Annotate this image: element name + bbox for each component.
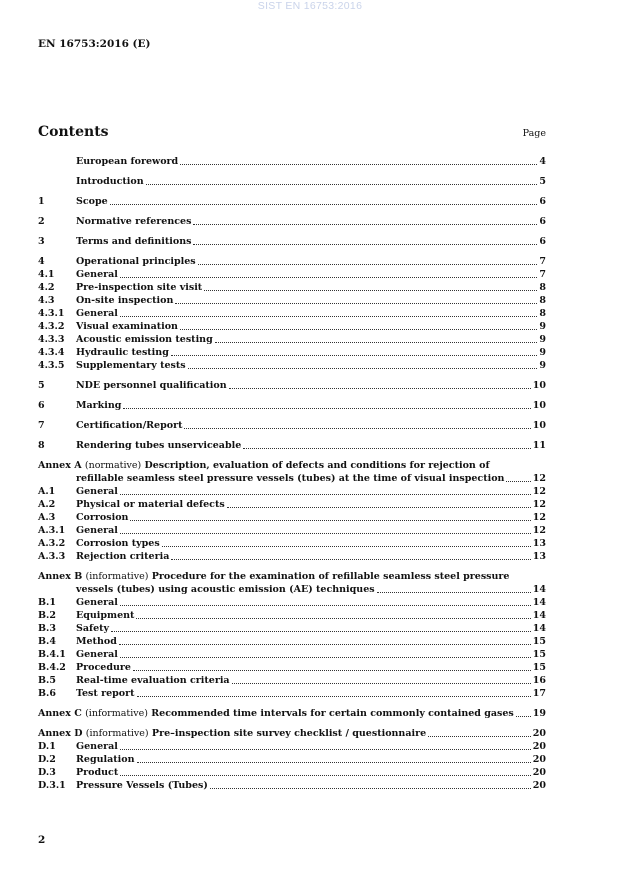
annex-a-page: 12: [532, 473, 546, 484]
toc-entry-page: 10: [532, 380, 546, 391]
toc-entry-title: Physical or material defects: [76, 499, 225, 510]
toc-entry-page: 5: [539, 176, 546, 187]
toc-entry[interactable]: [38, 215, 546, 228]
toc-leader-dots: [120, 494, 531, 495]
annex-b-title-line2: vessels (tubes) using acoustic emission (AE) techniques: [76, 584, 375, 595]
annex-c-title-line1: Recommended time intervals for certain commonly contained gases: [147, 708, 514, 719]
toc-leader-dots: [111, 631, 531, 632]
annex-c-label: Annex C: [38, 708, 86, 719]
toc-leader-dots: [232, 683, 531, 684]
toc-entry[interactable]: [38, 674, 546, 687]
toc-leader-dots: [162, 546, 531, 547]
toc-leader-dots: [193, 224, 537, 225]
toc-entry-page: 20: [532, 754, 546, 765]
toc-leader-dots: [110, 204, 538, 205]
toc-entry[interactable]: [38, 294, 546, 307]
annex-a-heading-line2[interactable]: [38, 472, 546, 485]
toc-entry-page: 9: [539, 360, 546, 371]
toc-entry-number: 8: [38, 440, 45, 451]
annex-a-label: Annex A: [38, 460, 85, 471]
toc-entry[interactable]: [38, 550, 546, 563]
toc-entry-page: 8: [539, 295, 546, 306]
toc-entry-title: Method: [76, 636, 117, 647]
toc-entry[interactable]: [38, 485, 546, 498]
toc-entry-number: D.3.1: [38, 780, 66, 791]
toc-entry[interactable]: [38, 635, 546, 648]
toc-entry-title: European foreword: [76, 156, 179, 167]
toc-entry-number: A.3.3: [38, 551, 66, 562]
page-column-label: Page: [522, 128, 546, 139]
toc-entry-title: Equipment: [76, 610, 135, 621]
toc-entry[interactable]: [38, 687, 546, 700]
toc-entry-number: D.2: [38, 754, 56, 765]
toc-entry-page: 4: [539, 156, 546, 167]
toc-entry-page: 20: [532, 780, 546, 791]
toc-entry-page: 10: [532, 420, 546, 431]
toc-leader-dots: [516, 716, 531, 717]
toc-entry-page: 12: [532, 499, 546, 510]
toc-entry-title: Certification/Report: [76, 420, 183, 431]
toc-leader-dots: [506, 481, 530, 482]
toc-leader-dots: [204, 290, 537, 291]
toc-leader-dots: [180, 164, 537, 165]
toc-entry-number: 4.3.3: [38, 334, 65, 345]
toc-entry-page: 17: [532, 688, 546, 699]
annex-c-page: 19: [532, 708, 546, 719]
annex-a-heading[interactable]: [38, 459, 546, 472]
toc-leader-dots: [188, 368, 538, 369]
toc-leader-dots: [198, 264, 538, 265]
annex-c-heading[interactable]: [38, 707, 546, 720]
annex-b-heading-line2[interactable]: [38, 583, 546, 596]
toc-entry-title: Corrosion: [76, 512, 129, 523]
toc-leader-dots: [171, 559, 530, 560]
toc-leader-dots: [120, 749, 531, 750]
toc-entry[interactable]: [38, 268, 546, 281]
toc-entry-page: 6: [539, 216, 546, 227]
toc-leader-dots: [243, 448, 531, 449]
toc-entry-page: 15: [532, 662, 546, 673]
annex-d-title-line1: Pre–inspection site survey checklist / questionnaire: [148, 728, 427, 739]
toc-entry-title: Scope: [76, 196, 108, 207]
toc-entry[interactable]: [38, 155, 546, 168]
toc-entry-title: Supplementary tests: [76, 360, 186, 371]
toc-entry[interactable]: [38, 399, 546, 412]
toc-leader-dots: [180, 329, 537, 330]
toc-entry[interactable]: [38, 766, 546, 779]
toc-entry-title: Safety: [76, 623, 110, 634]
toc-entry[interactable]: [38, 175, 546, 188]
toc-entry-title: Normative references: [76, 216, 192, 227]
toc-entry[interactable]: [38, 439, 546, 452]
toc-entry-title: Rendering tubes unserviceable: [76, 440, 242, 451]
toc-entry[interactable]: [38, 255, 546, 268]
annex-b-label: Annex B: [38, 571, 86, 582]
toc-entry-title: Pressure Vessels (Tubes): [76, 780, 208, 791]
toc-entry-title: General: [76, 308, 118, 319]
toc-entry-number: D.1: [38, 741, 56, 752]
annex-b-type: (informative): [85, 571, 149, 582]
toc-entry-number: B.4.1: [38, 649, 66, 660]
toc-leader-dots: [120, 657, 531, 658]
toc-leader-dots: [119, 644, 531, 645]
toc-entry-page: 7: [539, 256, 546, 267]
toc-leader-dots: [120, 533, 531, 534]
toc-entry-title: General: [76, 486, 118, 497]
toc-entry-number: 4.2: [38, 282, 55, 293]
annex-a-title-line1: Description, evaluation of defects and conditions for rejection of: [141, 460, 490, 471]
toc-entry-title: Acoustic emission testing: [76, 334, 213, 345]
toc-leader-dots: [137, 696, 531, 697]
toc-entry-page: 7: [539, 269, 546, 280]
toc-leader-dots: [215, 342, 538, 343]
toc-entry[interactable]: [38, 740, 546, 753]
toc-entry[interactable]: [38, 779, 546, 792]
toc-leader-dots: [120, 316, 537, 317]
annex-a-title-line2: refillable seamless steel pressure vessels (tubes) at the time of visual inspection: [76, 473, 505, 484]
toc-leader-dots: [193, 244, 537, 245]
toc-entry-title: Marking: [76, 400, 122, 411]
toc-entry-title: Product: [76, 767, 119, 778]
contents-heading: Contents: [38, 124, 109, 140]
toc-entry-title: General: [76, 649, 118, 660]
toc-entry-page: 9: [539, 321, 546, 332]
toc-entry[interactable]: [38, 753, 546, 766]
toc-entry-title: Operational principles: [76, 256, 196, 267]
toc-entry-number: A.3.1: [38, 525, 66, 536]
toc-entry-number: B.6: [38, 688, 56, 699]
toc-entry[interactable]: [38, 524, 546, 537]
toc-entry-number: B.1: [38, 597, 56, 608]
toc-entry-page: 11: [532, 440, 546, 451]
toc-entry-title: Hydraulic testing: [76, 347, 169, 358]
toc-entry-title: General: [76, 269, 118, 280]
toc-entry-page: 12: [532, 525, 546, 536]
toc-entry-number: B.4: [38, 636, 56, 647]
toc-entry-title: Rejection criteria: [76, 551, 170, 562]
annex-d-type: (informative): [85, 728, 149, 739]
toc-entry-page: 9: [539, 347, 546, 358]
toc-entry-page: 9: [539, 334, 546, 345]
toc-entry-number: 1: [38, 196, 45, 207]
annex-b-heading[interactable]: [38, 570, 546, 583]
toc-entry-number: 4.1: [38, 269, 55, 280]
toc-entry-page: 8: [539, 308, 546, 319]
toc-entry-page: 20: [532, 741, 546, 752]
toc-entry[interactable]: [38, 596, 546, 609]
toc-entry-number: A.2: [38, 499, 56, 510]
toc-entry[interactable]: [38, 359, 546, 372]
toc-leader-dots: [210, 788, 531, 789]
annex-b-heading-text: [38, 571, 509, 582]
annex-a-type: (normative): [84, 460, 142, 471]
annex-b-page: 14: [532, 584, 546, 595]
toc-entry-number: 4.3.5: [38, 360, 65, 371]
toc-entry-title: On-site inspection: [76, 295, 174, 306]
toc-entry-number: 4.3: [38, 295, 55, 306]
toc-entry-title: Regulation: [76, 754, 135, 765]
toc-entry[interactable]: [38, 511, 546, 524]
toc-entry-page: 14: [532, 597, 546, 608]
toc-entry[interactable]: [38, 498, 546, 511]
toc-entry-number: 3: [38, 236, 45, 247]
toc-leader-dots: [133, 670, 531, 671]
toc-leader-dots: [428, 736, 531, 737]
toc-leader-dots: [227, 507, 531, 508]
toc-entry-page: 6: [539, 196, 546, 207]
watermark: SIST EN 16753:2016: [257, 0, 363, 12]
toc-entry[interactable]: [38, 648, 546, 661]
toc-entry[interactable]: [38, 622, 546, 635]
annex-c-heading-text: [38, 707, 514, 720]
toc-entry-page: 20: [532, 767, 546, 778]
annex-c-type: (informative): [85, 708, 148, 719]
toc-entry[interactable]: [38, 419, 546, 432]
toc-entry-page: 15: [532, 649, 546, 660]
toc-entry-title: Pre-inspection site visit: [76, 282, 203, 293]
toc-entry-number: 6: [38, 400, 45, 411]
toc-entry-page: 13: [532, 538, 546, 549]
toc-entry-page: 14: [532, 610, 546, 621]
toc-leader-dots: [146, 184, 538, 185]
toc-leader-dots: [136, 618, 530, 619]
toc-entry[interactable]: [38, 537, 546, 550]
toc-entry[interactable]: [38, 661, 546, 674]
toc-entry-page: 15: [532, 636, 546, 647]
toc-entry-title: General: [76, 597, 118, 608]
toc-leader-dots: [120, 277, 537, 278]
toc-leader-dots: [175, 303, 537, 304]
toc-entry-number: 7: [38, 420, 45, 431]
toc-entry-page: 8: [539, 282, 546, 293]
toc-entry-title: NDE personnel qualification: [76, 380, 227, 391]
toc-leader-dots: [130, 520, 530, 521]
toc-leader-dots: [123, 408, 530, 409]
toc-entry[interactable]: [38, 333, 546, 346]
toc-entry-number: B.4.2: [38, 662, 66, 673]
annex-a-heading-text: [38, 460, 490, 471]
toc-entry-number: A.3.2: [38, 538, 66, 549]
annex-b-title-line1: Procedure for the examination of refillable seamless steel pressure: [148, 571, 510, 582]
toc-entry-number: B.2: [38, 610, 56, 621]
toc-entry-number: 4.3.2: [38, 321, 65, 332]
toc-entry-title: Test report: [76, 688, 135, 699]
toc-entry-number: 4.3.1: [38, 308, 65, 319]
toc-entry-number: B.5: [38, 675, 56, 686]
toc-entry-title: Visual examination: [76, 321, 178, 332]
toc-entry-number: 2: [38, 216, 45, 227]
footer-page-number: 2: [38, 834, 46, 846]
toc-leader-dots: [229, 388, 531, 389]
toc-entry[interactable]: [38, 320, 546, 333]
toc-entry-page: 12: [532, 486, 546, 497]
toc-entry-title: Introduction: [76, 176, 144, 187]
toc-leader-dots: [184, 428, 530, 429]
toc-entry-title: General: [76, 525, 118, 536]
toc-entry-number: 5: [38, 380, 45, 391]
toc-entry-title: Corrosion types: [76, 538, 160, 549]
annex-d-heading-text: [38, 727, 426, 740]
table-of-contents: [38, 155, 546, 792]
toc-entry-page: 16: [532, 675, 546, 686]
annex-d-page: 20: [532, 728, 546, 739]
toc-entry-number: D.3: [38, 767, 56, 778]
toc-entry-number: 4.3.4: [38, 347, 65, 358]
annex-d-label: Annex D: [38, 728, 86, 739]
toc-entry-page: 6: [539, 236, 546, 247]
toc-entry-title: Procedure: [76, 662, 131, 673]
toc-entry-number: A.3: [38, 512, 56, 523]
toc-entry-number: 4: [38, 256, 45, 267]
toc-entry[interactable]: [38, 281, 546, 294]
toc-entry-number: B.3: [38, 623, 56, 634]
toc-entry-page: 14: [532, 623, 546, 634]
toc-entry-title: Real-time evaluation criteria: [76, 675, 230, 686]
toc-leader-dots: [377, 592, 531, 593]
toc-entry-number: A.1: [38, 486, 56, 497]
toc-entry[interactable]: [38, 235, 546, 248]
toc-entry-title: General: [76, 741, 118, 752]
toc-entry[interactable]: [38, 609, 546, 622]
toc-entry-page: 12: [532, 512, 546, 523]
toc-entry[interactable]: [38, 195, 546, 208]
toc-entry[interactable]: [38, 346, 546, 359]
toc-entry-title: Terms and definitions: [76, 236, 192, 247]
annex-d-heading[interactable]: [38, 727, 546, 740]
toc-entry-page: 13: [532, 551, 546, 562]
document-id: EN 16753:2016 (E): [38, 38, 151, 50]
toc-entry-page: 10: [532, 400, 546, 411]
toc-leader-dots: [120, 605, 531, 606]
toc-entry[interactable]: [38, 379, 546, 392]
toc-leader-dots: [171, 355, 538, 356]
toc-leader-dots: [120, 775, 531, 776]
toc-entry[interactable]: [38, 307, 546, 320]
toc-leader-dots: [137, 762, 531, 763]
